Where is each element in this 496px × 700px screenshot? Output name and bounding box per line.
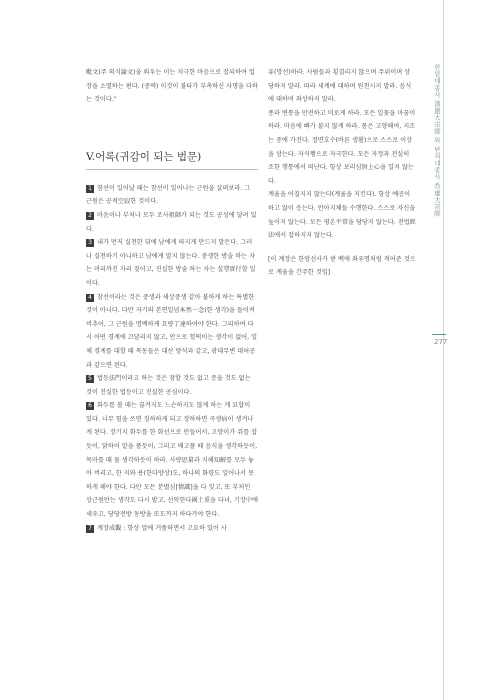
quote-item-1 [86, 182, 258, 209]
quote-text: 계장成觀 : 항상 얼에 거품하면서 고요하 있어 사 [97, 524, 227, 532]
quote-text: 내가 먼저 실천한 뒤에 남에게 따지게 만드지 말든다. 그러나 실천하기 아니하고 남에게 말지 않는다. 중생한 방술 하는 자는 머리까진 자리 짚이고, 진실한 방술 하는 자는 실행實行할 일이다. [86, 239, 256, 287]
item-number-badge: 5 [86, 375, 94, 383]
item-number-badge: 7 [86, 525, 94, 533]
running-header-vertical: 한암대종사 漢巖大宗師 와 탄허대종사 呑虛大宗師 [433, 64, 441, 217]
item-number-badge: 1 [86, 185, 94, 193]
quote-item-2 [86, 209, 258, 236]
quote-item-4 [86, 291, 258, 373]
item-number-badge: 2 [86, 212, 94, 220]
left-column [86, 66, 258, 535]
page-number-rule [432, 334, 446, 335]
quote-text: 참선이라는 것은 중생과 세상중생 같아 불하게 하는 특별한 것이 아니다. 다만 자기의 본연일념本然一念(한 생각)을 돌이켜 비추어, 그 근원을 명백하게 요량了達하여야 한다. 그리하여 다시 어떤 경계에 끄달리지 않고, 안으로 헐떡이는 생각이 없어, 일체 경계를 대할 때 목동들은 대산 양석과 같고, 광대무변 대허공과 같으면 된다. [86, 293, 258, 369]
intro-paragraph: 毗文(주 의식論文)을 외우는 이는 지극한 마음으로 잡되하여 업장을 소멸하는 편다. (중략) 이것이 불타가 부촉하신 사명을 다하는 것이다." [86, 69, 258, 104]
body-paragraph: 계율을 어질지지 않는다(계율을 지킨다). 항상 예공이 하고 않이 응는다. 안아지체들 수행한다. 스스로 자신을 높이지 않는다. 모든 평온平常을 담당지 않는다. 전법經法에서 잡하지지 않는다. [268, 191, 416, 240]
body-paragraph: 유(망선)하라. 사람들과 횡결리지 않으며 주위이며 상당하지 말라. 따라 세계에 대하며 원천시지 말라. 음식에 대하며 좌상하지 말라. [268, 69, 412, 104]
editor-note: [이 계장은 한암선사가 받 백에 좌우명처럼 적어준 것으로 계율을 간주한 것임] [268, 255, 416, 277]
quote-text: 화두를 볼 때는 끊겨지도 느슨하지도 않게 하는 게 묘합이 있다. 너무 힘을 쓰면 징하하게 되고 장하하면 곡생病이 생겨나게 된다. 장기지 화두를 한 화선으로 만들어서, 고양이가 쥐를 잡듯이, 닭하이 알을 품듯이, 그리고 배고플 때 음식을 생각하듯이, 목마를 때 물 생각하듯이 하라. 사량思量과 지해知解를 모두 놓아 버리고, 한 지와 용(한다양상)도, 하나의 화령도 일어나서 못하게 해야 한다. 다만 모든 분별심[情識]을 다 잊고, 또 부처인 상근원만는 생각도 다시 밭고, 선악한다國土重을 다녀, 기장中에 세우고, 당당전방 동방을 또도까지 하다가야 한다. [86, 402, 258, 519]
right-column [268, 66, 416, 280]
quote-item-7 [86, 522, 258, 536]
quote-text: 법등法門이라고 하는 것은 잠할 것도 없고 증을 것도 없는 것이 진실한 법등이고 진실한 공심이다. [86, 375, 251, 396]
quote-text: 참선이 일어날 때는 참선이 일어나는 근원을 살펴보라. 그 근원은 공적空寂한 것이다. [86, 184, 251, 206]
page-number: 277 [434, 338, 448, 346]
body-paragraph: 종파 변통을 만전하고 미로게 하라. 모든 일꽃을 마꿈이 하라. 마음에 빠가 붙지 않게 하라. 몸은 고양해여, 지조는 중에 가진다. 정면호수(바른 생활)으로 스스로 이상을 삼는다. 자식쨈으로 자극한다. 모든 자정과 전실히 조한 행통에서 떠난다. 항상 보리심無上心을 일지 않는다. [268, 109, 416, 185]
quote-item-6 [86, 399, 258, 521]
quote-item-3 [86, 236, 258, 290]
item-number-badge: 4 [86, 294, 94, 302]
item-number-badge: 6 [86, 402, 94, 410]
section-title: V.어록(귀감이 되는 법문) [86, 117, 258, 170]
item-number-badge: 3 [86, 239, 94, 247]
quote-text: 마음이나 부처나 모두 조사祖師가 되는 것도 공성에 달려 있다. [86, 211, 257, 233]
quote-item-5 [86, 372, 258, 399]
margin-rule [443, 0, 444, 700]
